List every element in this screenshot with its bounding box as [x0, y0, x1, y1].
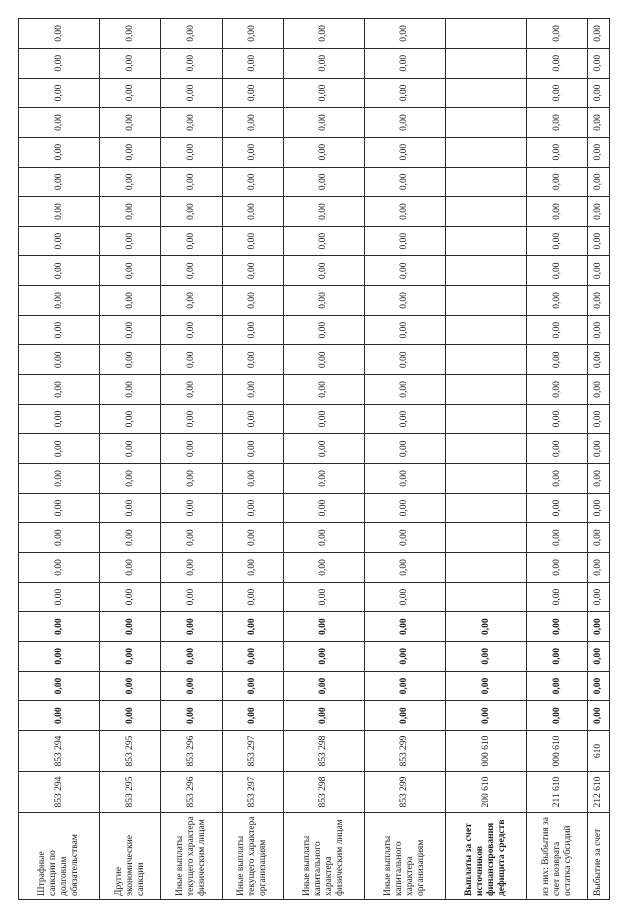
value-cell: 0,00 [222, 671, 283, 701]
value-cell: 0,00 [364, 493, 445, 523]
row-code: 610 [588, 731, 610, 772]
value-cell: 0,00 [527, 671, 588, 701]
value-cell: 0,00 [222, 582, 283, 612]
value-cell: 0,00 [283, 612, 364, 642]
value-cell: 0,00 [588, 197, 610, 227]
value-cell: 0,00 [364, 464, 445, 494]
value-cell: 0,00 [283, 226, 364, 256]
value-cell: 0,00 [100, 108, 161, 138]
value-cell: 0,00 [161, 48, 222, 78]
value-cell [445, 197, 526, 227]
value-cell: 0,00 [19, 48, 100, 78]
value-cell: 0,00 [222, 315, 283, 345]
value-cell: 0,00 [19, 197, 100, 227]
value-cell: 0,00 [283, 315, 364, 345]
row-name: Выплаты за счет источников финансирования дефицита средств [445, 813, 526, 900]
row-kosgu-code: 853 298 [283, 772, 364, 813]
value-cell: 0,00 [19, 137, 100, 167]
value-cell: 0,00 [161, 345, 222, 375]
value-cell: 0,00 [100, 286, 161, 316]
value-cell: 0,00 [19, 404, 100, 434]
value-cell: 0,00 [161, 137, 222, 167]
value-cell: 0,00 [100, 256, 161, 286]
value-cell: 0,00 [588, 19, 610, 49]
row-code: 853 297 [222, 731, 283, 772]
value-cell: 0,00 [161, 642, 222, 672]
value-cell: 0,00 [222, 167, 283, 197]
value-cell: 0,00 [222, 612, 283, 642]
row-code: 853 296 [161, 731, 222, 772]
value-cell: 0,00 [161, 701, 222, 731]
table-row [364, 19, 445, 900]
value-cell: 0,00 [364, 48, 445, 78]
value-cell [445, 464, 526, 494]
value-cell: 0,00 [527, 701, 588, 731]
value-cell: 0,00 [445, 642, 526, 672]
row-kosgu-code: 853 295 [100, 772, 161, 813]
value-cell: 0,00 [19, 612, 100, 642]
value-cell: 0,00 [283, 523, 364, 553]
table-row [19, 19, 100, 900]
value-cell: 0,00 [19, 434, 100, 464]
value-cell: 0,00 [222, 434, 283, 464]
value-cell: 0,00 [364, 256, 445, 286]
value-cell [445, 226, 526, 256]
row-kosgu-code: 853 294 [19, 772, 100, 813]
scanned-document [18, 18, 610, 900]
value-cell: 0,00 [19, 108, 100, 138]
row-code: 000 610 [445, 731, 526, 772]
value-cell: 0,00 [527, 345, 588, 375]
value-cell: 0,00 [161, 553, 222, 583]
value-cell: 0,00 [100, 345, 161, 375]
value-cell: 0,00 [283, 167, 364, 197]
value-cell: 0,00 [527, 612, 588, 642]
value-cell: 0,00 [222, 48, 283, 78]
value-cell: 0,00 [161, 78, 222, 108]
table-row [283, 19, 364, 900]
value-cell [445, 375, 526, 405]
value-cell: 0,00 [100, 612, 161, 642]
value-cell: 0,00 [19, 78, 100, 108]
row-kosgu-code: 853 297 [222, 772, 283, 813]
row-name: из них: Выбытия за счет возврата остатка субсидий [527, 813, 588, 900]
value-cell: 0,00 [19, 375, 100, 405]
value-cell [445, 256, 526, 286]
value-cell: 0,00 [364, 315, 445, 345]
value-cell: 0,00 [527, 108, 588, 138]
value-cell: 0,00 [100, 701, 161, 731]
value-cell: 0,00 [19, 671, 100, 701]
value-cell: 0,00 [222, 19, 283, 49]
value-cell: 0,00 [19, 464, 100, 494]
value-cell: 0,00 [19, 315, 100, 345]
value-cell [445, 48, 526, 78]
value-cell: 0,00 [161, 315, 222, 345]
value-cell: 0,00 [19, 523, 100, 553]
value-cell: 0,00 [283, 671, 364, 701]
value-cell: 0,00 [161, 671, 222, 701]
value-cell: 0,00 [283, 256, 364, 286]
value-cell: 0,00 [527, 404, 588, 434]
value-cell: 0,00 [161, 197, 222, 227]
value-cell: 0,00 [222, 523, 283, 553]
value-cell: 0,00 [364, 671, 445, 701]
value-cell [445, 404, 526, 434]
value-cell: 0,00 [527, 464, 588, 494]
value-cell: 0,00 [161, 226, 222, 256]
row-code: 853 295 [100, 731, 161, 772]
value-cell [445, 345, 526, 375]
value-cell: 0,00 [527, 582, 588, 612]
row-code: 000 610 [527, 731, 588, 772]
value-cell: 0,00 [222, 226, 283, 256]
row-code: 853 294 [19, 731, 100, 772]
value-cell: 0,00 [527, 493, 588, 523]
value-cell: 0,00 [588, 464, 610, 494]
value-cell: 0,00 [364, 404, 445, 434]
value-cell [445, 582, 526, 612]
row-name: Иные выплаты капитального характера физическим лицам [283, 813, 364, 900]
value-cell: 0,00 [222, 642, 283, 672]
value-cell: 0,00 [283, 434, 364, 464]
row-name: Выбытие за счет [588, 813, 610, 900]
value-cell: 0,00 [588, 286, 610, 316]
value-cell: 0,00 [588, 671, 610, 701]
row-kosgu-code: 853 299 [364, 772, 445, 813]
value-cell [445, 493, 526, 523]
value-cell: 0,00 [527, 523, 588, 553]
value-cell: 0,00 [100, 137, 161, 167]
value-cell: 0,00 [527, 137, 588, 167]
value-cell: 0,00 [588, 701, 610, 731]
value-cell: 0,00 [161, 523, 222, 553]
value-cell: 0,00 [100, 523, 161, 553]
value-cell: 0,00 [364, 167, 445, 197]
table-body [19, 19, 610, 900]
value-cell: 0,00 [161, 375, 222, 405]
value-cell: 0,00 [100, 48, 161, 78]
value-cell [445, 523, 526, 553]
value-cell: 0,00 [222, 108, 283, 138]
value-cell: 0,00 [588, 167, 610, 197]
value-cell: 0,00 [364, 701, 445, 731]
value-cell: 0,00 [19, 701, 100, 731]
row-kosgu-code: 212 610 [588, 772, 610, 813]
value-cell: 0,00 [588, 582, 610, 612]
value-cell: 0,00 [364, 19, 445, 49]
row-name: Иные выплаты капитального характера организациям [364, 813, 445, 900]
value-cell: 0,00 [100, 671, 161, 701]
budget-table [18, 18, 610, 900]
row-code: 853 298 [283, 731, 364, 772]
value-cell: 0,00 [588, 108, 610, 138]
value-cell: 0,00 [19, 493, 100, 523]
value-cell: 0,00 [445, 612, 526, 642]
value-cell: 0,00 [588, 137, 610, 167]
value-cell: 0,00 [161, 434, 222, 464]
row-kosgu-code: 853 296 [161, 772, 222, 813]
value-cell: 0,00 [19, 256, 100, 286]
value-cell: 0,00 [283, 642, 364, 672]
value-cell: 0,00 [588, 315, 610, 345]
table-row [527, 19, 588, 900]
table-row [445, 19, 526, 900]
value-cell: 0,00 [19, 226, 100, 256]
value-cell: 0,00 [161, 612, 222, 642]
value-cell: 0,00 [19, 167, 100, 197]
row-name: Другие экономические санкции [100, 813, 161, 900]
value-cell: 0,00 [364, 226, 445, 256]
value-cell: 0,00 [222, 404, 283, 434]
value-cell [445, 137, 526, 167]
value-cell: 0,00 [527, 315, 588, 345]
value-cell [445, 434, 526, 464]
value-cell: 0,00 [588, 553, 610, 583]
table-row [588, 19, 610, 900]
value-cell: 0,00 [100, 315, 161, 345]
value-cell: 0,00 [19, 553, 100, 583]
value-cell: 0,00 [222, 78, 283, 108]
value-cell: 0,00 [19, 286, 100, 316]
value-cell: 0,00 [222, 553, 283, 583]
value-cell: 0,00 [588, 375, 610, 405]
value-cell: 0,00 [19, 582, 100, 612]
value-cell: 0,00 [161, 464, 222, 494]
value-cell: 0,00 [100, 434, 161, 464]
value-cell: 0,00 [100, 404, 161, 434]
value-cell: 0,00 [588, 48, 610, 78]
value-cell: 0,00 [445, 701, 526, 731]
value-cell [445, 78, 526, 108]
value-cell: 0,00 [100, 197, 161, 227]
row-kosgu-code: 200 610 [445, 772, 526, 813]
value-cell: 0,00 [364, 137, 445, 167]
row-kosgu-code: 211 610 [527, 772, 588, 813]
value-cell: 0,00 [100, 493, 161, 523]
row-code: 853 299 [364, 731, 445, 772]
value-cell: 0,00 [283, 345, 364, 375]
value-cell: 0,00 [283, 78, 364, 108]
value-cell: 0,00 [364, 375, 445, 405]
value-cell: 0,00 [283, 197, 364, 227]
value-cell [445, 108, 526, 138]
table-row [100, 19, 161, 900]
value-cell: 0,00 [100, 226, 161, 256]
value-cell: 0,00 [364, 523, 445, 553]
value-cell: 0,00 [364, 286, 445, 316]
value-cell [445, 553, 526, 583]
value-cell: 0,00 [527, 642, 588, 672]
value-cell: 0,00 [527, 375, 588, 405]
value-cell: 0,00 [161, 19, 222, 49]
value-cell: 0,00 [161, 286, 222, 316]
value-cell: 0,00 [283, 464, 364, 494]
value-cell: 0,00 [222, 375, 283, 405]
value-cell: 0,00 [527, 197, 588, 227]
value-cell: 0,00 [527, 226, 588, 256]
rotated-table-sheet [18, 18, 610, 900]
value-cell: 0,00 [364, 553, 445, 583]
table-row [161, 19, 222, 900]
row-name: Иные выплаты текущего характера организациям [222, 813, 283, 900]
value-cell [445, 315, 526, 345]
value-cell: 0,00 [161, 167, 222, 197]
value-cell: 0,00 [527, 78, 588, 108]
value-cell: 0,00 [527, 167, 588, 197]
value-cell: 0,00 [588, 345, 610, 375]
value-cell: 0,00 [588, 226, 610, 256]
value-cell: 0,00 [19, 642, 100, 672]
value-cell: 0,00 [588, 404, 610, 434]
row-name: Иные выплаты текущего характера физическим лицам [161, 813, 222, 900]
value-cell: 0,00 [588, 642, 610, 672]
value-cell: 0,00 [283, 375, 364, 405]
row-name: Штрафные санкции по долговым обязательствам [19, 813, 100, 900]
value-cell: 0,00 [364, 642, 445, 672]
value-cell: 0,00 [588, 523, 610, 553]
value-cell [445, 19, 526, 49]
value-cell: 0,00 [161, 108, 222, 138]
value-cell: 0,00 [364, 582, 445, 612]
value-cell: 0,00 [222, 256, 283, 286]
value-cell: 0,00 [161, 256, 222, 286]
value-cell: 0,00 [222, 464, 283, 494]
value-cell: 0,00 [161, 582, 222, 612]
value-cell: 0,00 [364, 197, 445, 227]
value-cell: 0,00 [222, 137, 283, 167]
value-cell: 0,00 [161, 404, 222, 434]
value-cell [445, 167, 526, 197]
value-cell: 0,00 [445, 671, 526, 701]
value-cell: 0,00 [527, 19, 588, 49]
value-cell: 0,00 [283, 137, 364, 167]
value-cell: 0,00 [364, 434, 445, 464]
value-cell: 0,00 [222, 197, 283, 227]
value-cell: 0,00 [283, 493, 364, 523]
value-cell: 0,00 [283, 286, 364, 316]
value-cell: 0,00 [283, 48, 364, 78]
value-cell: 0,00 [222, 286, 283, 316]
value-cell: 0,00 [527, 286, 588, 316]
value-cell: 0,00 [100, 375, 161, 405]
value-cell: 0,00 [100, 78, 161, 108]
value-cell: 0,00 [588, 493, 610, 523]
value-cell: 0,00 [588, 434, 610, 464]
value-cell: 0,00 [364, 612, 445, 642]
value-cell: 0,00 [19, 19, 100, 49]
value-cell: 0,00 [527, 48, 588, 78]
value-cell: 0,00 [527, 256, 588, 286]
value-cell: 0,00 [527, 434, 588, 464]
value-cell: 0,00 [100, 167, 161, 197]
value-cell: 0,00 [283, 108, 364, 138]
value-cell [445, 286, 526, 316]
value-cell: 0,00 [588, 256, 610, 286]
value-cell: 0,00 [100, 464, 161, 494]
table-row [222, 19, 283, 900]
value-cell: 0,00 [222, 493, 283, 523]
value-cell: 0,00 [588, 612, 610, 642]
value-cell: 0,00 [364, 345, 445, 375]
value-cell: 0,00 [588, 78, 610, 108]
value-cell: 0,00 [283, 582, 364, 612]
value-cell: 0,00 [100, 553, 161, 583]
value-cell: 0,00 [222, 345, 283, 375]
value-cell: 0,00 [364, 108, 445, 138]
value-cell: 0,00 [364, 78, 445, 108]
value-cell: 0,00 [100, 642, 161, 672]
value-cell: 0,00 [283, 404, 364, 434]
value-cell: 0,00 [222, 701, 283, 731]
value-cell: 0,00 [100, 582, 161, 612]
value-cell: 0,00 [161, 493, 222, 523]
value-cell: 0,00 [19, 345, 100, 375]
value-cell: 0,00 [283, 19, 364, 49]
value-cell: 0,00 [283, 701, 364, 731]
value-cell: 0,00 [100, 19, 161, 49]
value-cell: 0,00 [283, 553, 364, 583]
value-cell: 0,00 [527, 553, 588, 583]
